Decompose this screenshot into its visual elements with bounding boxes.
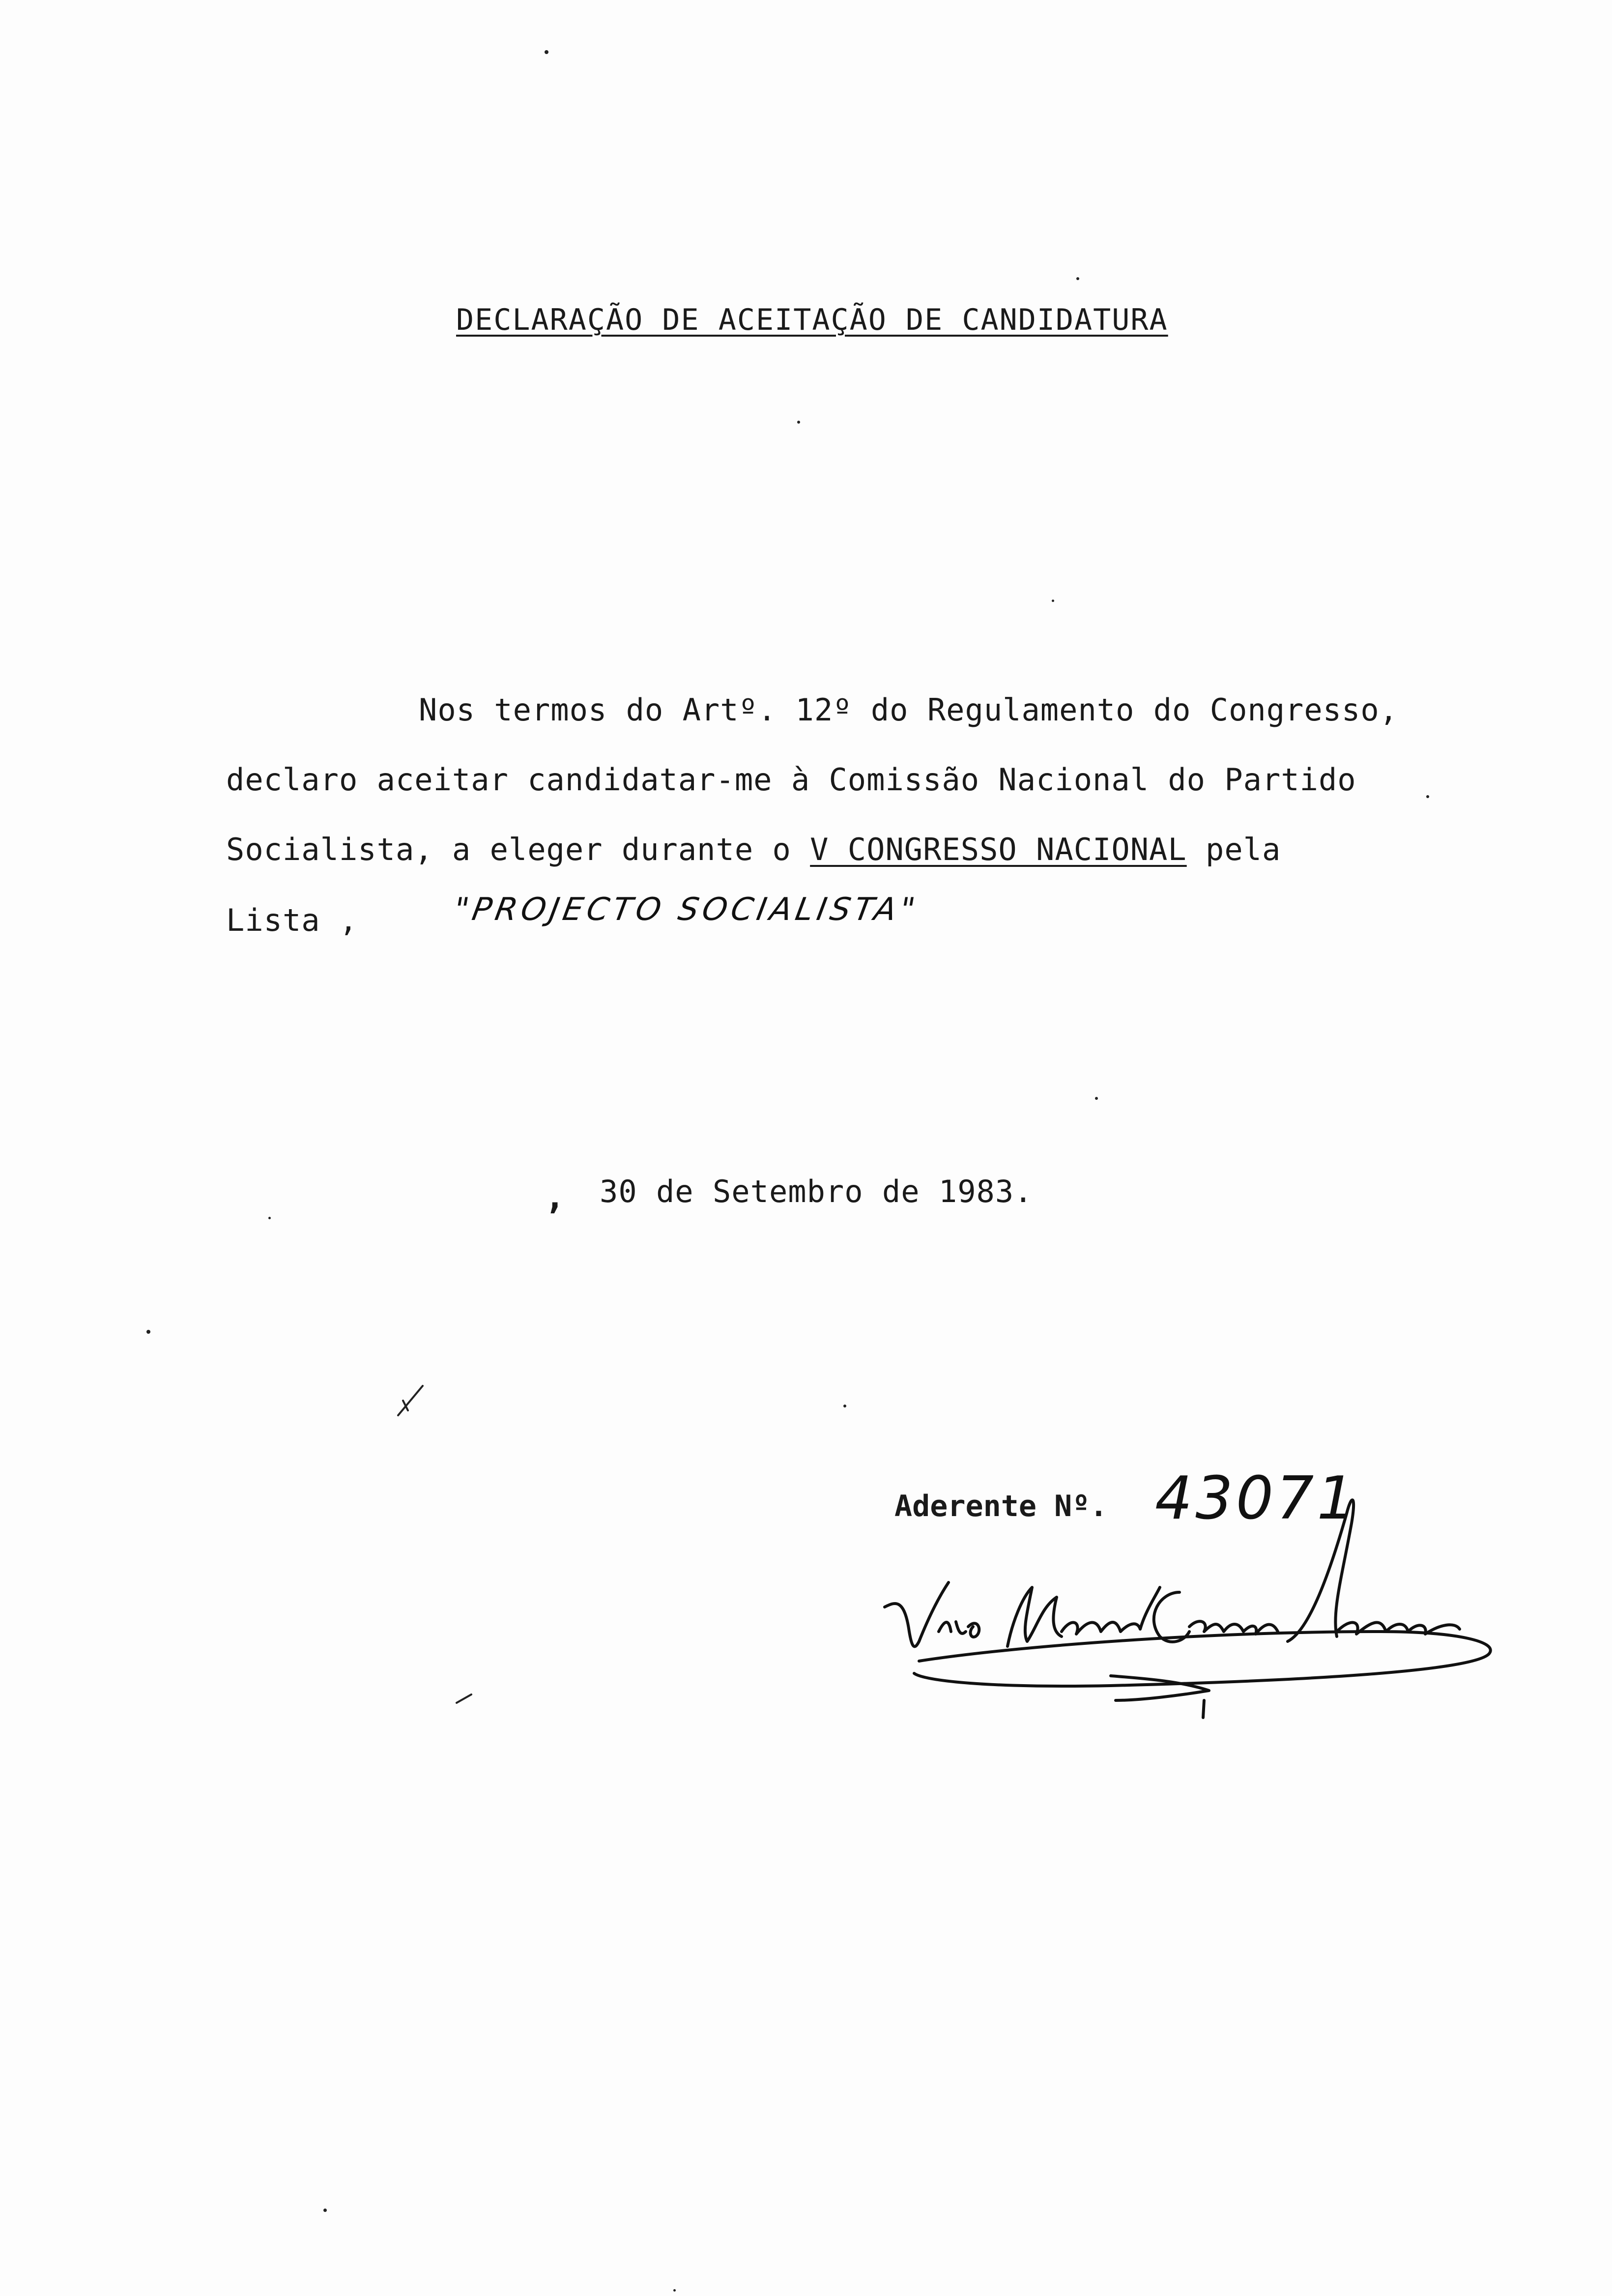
scan-speck <box>843 1405 846 1407</box>
member-label: Aderente Nº. <box>894 1489 1108 1523</box>
signature-stroke <box>1062 1587 1160 1634</box>
signature-stroke <box>1111 1676 1209 1700</box>
scan-speck <box>545 50 548 54</box>
congress-name: V CONGRESSO NACIONAL <box>810 832 1187 867</box>
paragraph-line-3 <box>226 832 1281 867</box>
scan-speck <box>268 1217 271 1219</box>
signature-stroke <box>885 1582 949 1646</box>
list-name-handwritten: "PROJECTO SOCIALISTA" <box>451 891 922 928</box>
signature-stroke <box>914 1632 1491 1686</box>
scan-speck <box>797 421 800 424</box>
signature-stroke <box>1154 1592 1189 1642</box>
signature-graphic <box>865 1484 1563 1740</box>
pen-tick-mark <box>393 1381 428 1420</box>
scan-speck <box>1076 277 1079 280</box>
paragraph-line-3-suffix: pela <box>1186 832 1281 867</box>
paragraph-line-3-prefix: Socialista, a eleger durante o <box>226 832 810 867</box>
paragraph-line-2: declaro aceitar candidatar-me à Comissão Nacional do Partido <box>226 762 1356 798</box>
scan-speck <box>673 2289 676 2292</box>
member-number: 43071 <box>1155 1464 1357 1533</box>
scan-speck <box>1095 1097 1098 1100</box>
signature-stroke <box>1008 1587 1062 1646</box>
scan-speck <box>146 1330 150 1334</box>
document-title: DECLARAÇÃO DE ACEITAÇÃO DE CANDIDATURA <box>456 303 1168 337</box>
date-place-comma: , <box>545 1177 566 1217</box>
scan-speck <box>1426 795 1429 798</box>
paragraph-line-1: Nos termos do Artº. 12º do Regulamento do Congresso, <box>419 692 1399 728</box>
signature-stroke <box>939 1622 979 1637</box>
signature-stroke <box>1203 1700 1204 1718</box>
paragraph-line-4: Lista , <box>226 902 358 938</box>
scan-speck <box>1052 600 1054 602</box>
date-line: 30 de Setembro de 1983. <box>600 1174 1033 1209</box>
scan-speck <box>323 2209 327 2212</box>
pen-tick-mark <box>454 1691 474 1705</box>
signature-stroke <box>1288 1500 1353 1641</box>
